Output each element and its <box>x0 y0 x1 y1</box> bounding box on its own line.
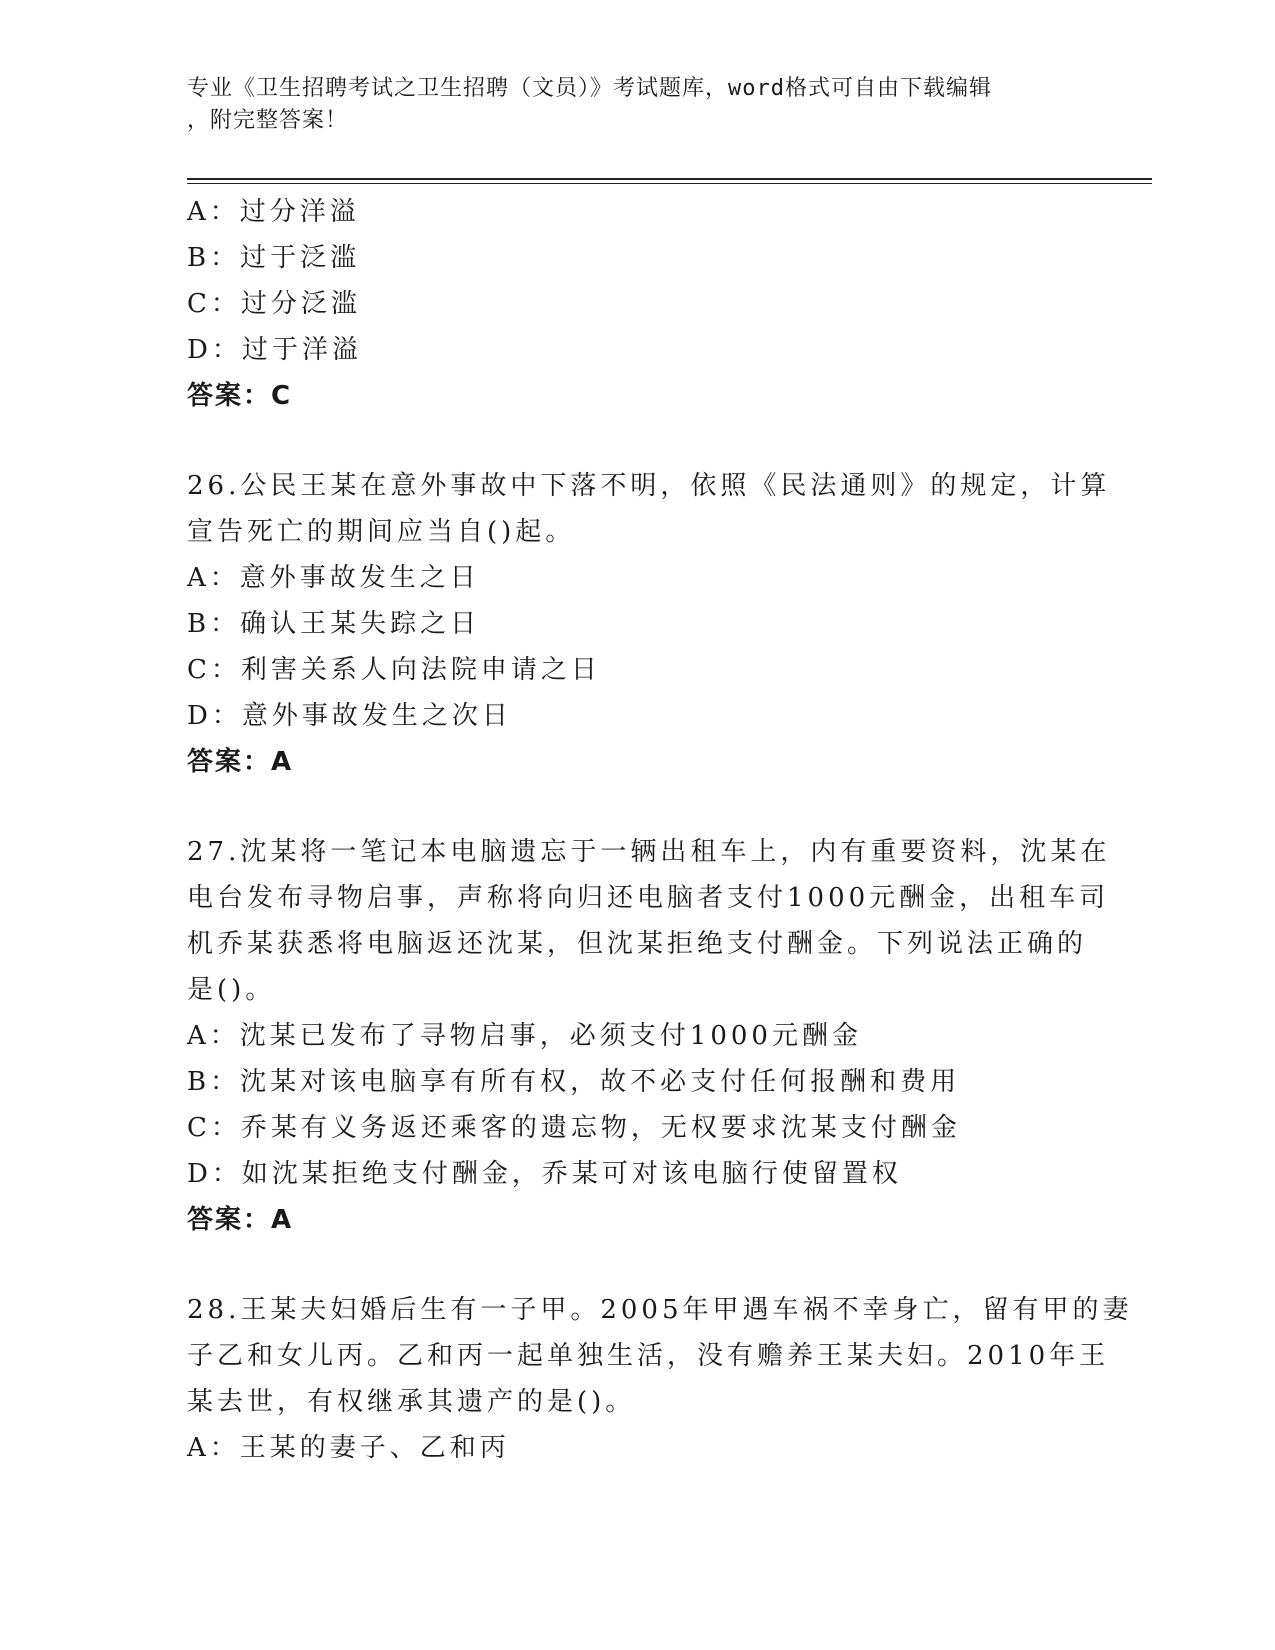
question-26 <box>187 463 1111 785</box>
option-c: C：乔某有义务返还乘客的遗忘物，无权要求沈某支付酬金 <box>187 1113 961 1143</box>
question-text-line: 机乔某获悉将电脑返还沈某，但沈某拒绝支付酬金。下列说法正确的 <box>187 929 1088 959</box>
question-prev <box>187 189 1087 419</box>
question-text-line: 26.公民王某在意外事故中下落不明，依照《民法通则》的规定，计算 <box>187 471 1111 501</box>
answer-line: 答案：C <box>187 381 293 411</box>
option-a: A：意外事故发生之日 <box>187 563 480 593</box>
header-rule-thin <box>187 183 1152 184</box>
header-rule-thick <box>187 178 1152 180</box>
header-line-1: 专业《卫生招聘考试之卫生招聘（文员）》考试题库，word格式可自由下载编辑 <box>187 76 992 101</box>
question-text-line: 电台发布寻物启事，声称将向归还电脑者支付1000元酬金，出租车司 <box>187 883 1110 913</box>
option-b: B：确认王某失踪之日 <box>187 609 481 639</box>
option-c: C：过分泛滥 <box>187 289 361 319</box>
answer-line: 答案：A <box>187 1205 294 1235</box>
page-header <box>187 73 1067 137</box>
header-line-2: ，附完整答案！ <box>187 108 349 133</box>
question-list <box>187 189 1133 1471</box>
question-text-line: 宣告死亡的期间应当自()起。 <box>187 517 576 547</box>
question-text-line: 27.沈某将一笔记本电脑遗忘于一辆出租车上，内有重要资料，沈某在 <box>187 837 1111 867</box>
question-28 <box>187 1287 1133 1471</box>
option-d: D：过于洋溢 <box>187 335 362 365</box>
option-d: D：意外事故发生之次日 <box>187 701 512 731</box>
option-b: B：沈某对该电脑享有所有权，故不必支付任何报酬和费用 <box>187 1067 961 1097</box>
option-a: A：沈某已发布了寻物启事，必须支付1000元酬金 <box>187 1021 862 1051</box>
question-text-line: 是()。 <box>187 975 276 1005</box>
question-text-line: 子乙和女儿丙。乙和丙一起单独生活，没有赡养王某夫妇。2010年王 <box>187 1341 1110 1371</box>
question-text-line: 28.王某夫妇婚后生有一子甲。2005年甲遇车祸不幸身亡，留有甲的妻 <box>187 1295 1133 1325</box>
question-text-line: 某去世，有权继承其遗产的是()。 <box>187 1387 636 1417</box>
option-a: A：王某的妻子、乙和丙 <box>187 1433 510 1463</box>
option-b: B：过于泛滥 <box>187 243 361 273</box>
option-c: C：利害关系人向法院申请之日 <box>187 655 601 685</box>
option-d: D：如沈某拒绝支付酬金，乔某可对该电脑行使留置权 <box>187 1159 902 1189</box>
question-27 <box>187 829 1111 1243</box>
answer-line: 答案：A <box>187 747 294 777</box>
option-a: A：过分洋溢 <box>187 197 360 227</box>
